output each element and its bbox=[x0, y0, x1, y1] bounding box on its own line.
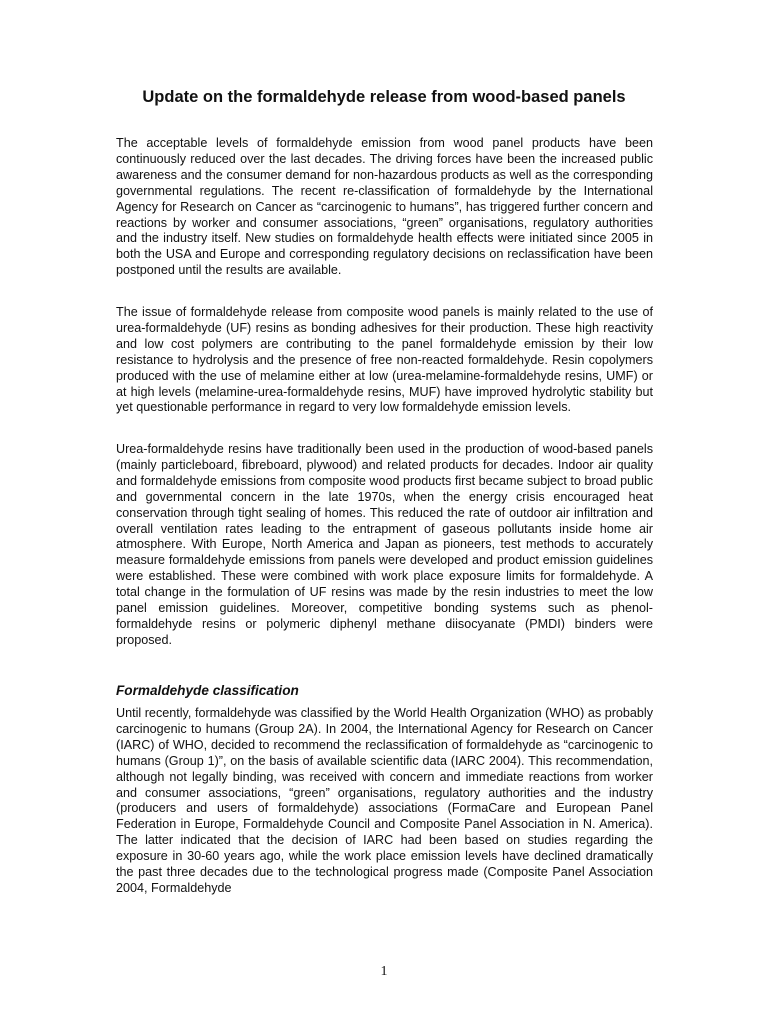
paragraph-2: The issue of formaldehyde release from composite wood panels is mainly related to the use of urea-formaldehyde (UF) resins as bonding adhesives for their production. These high reactivity and low cost polymers are contributing to the panel formaldehyde emission by their low resistance to hydrolysis and the presence of free non-reacted formaldehyde. Resin copolymers produced with the use of melamine either at low (urea-melamine-formaldehyde resins, UMF) or at high levels (melamine-urea-formaldehyde resins, MUF) have improved hydrolytic stability but yet questionable performance in regard to very low formaldehyde emission levels. bbox=[116, 305, 653, 415]
section-paragraph: Until recently, formaldehyde was classified by the World Health Organization (WHO) as probably carcinogenic to humans (Group 2A). In 2004, the International Agency for Research on Cancer (IARC) of WHO, decided to recommend the reclassification of formaldehyde as “carcinogenic to humans (Group 1)”, on the basis of available scientific data (IARC 2004). This recommendation, although not legally binding, was received with concern and immediate reactions from worker and consumer associations, “green” organisations, regulatory authorities and the industry (producers and users of formaldehyde) associations (FormaCare and European Panel Federation in Europe, Formaldehyde Council and Composite Panel Association in N. America). The latter indicated that the decision of IARC had been based on studies regarding the exposure in 30-60 years ago, while the work place emission levels have declined dramatically the past three decades due to the technological progress made (Composite Panel Association 2004, Formaldehyde bbox=[116, 706, 653, 895]
paragraph-3: Urea-formaldehyde resins have traditionally been used in the production of wood-based panels (mainly particleboard, fibreboard, plywood) and related products for decades. Indoor air quality and formaldehyde emissions from composite wood products first became subject to broad public and governmental concern in the late 1970s, when the energy crisis encouraged heat conservation through tight sealing of homes. This reduced the rate of outdoor air infiltration and overall ventilation rates leading to the entrapment of gaseous pollutants inside home air atmosphere. With Europe, North America and Japan as pioneers, test methods to accurately measure formaldehyde emissions from panels were developed and product emission guidelines were established. These were combined with work place exposure limits for formaldehyde. A total change in the formulation of UF resins was made by the resin industries to meet the low panel emission guidelines. Moreover, competitive bonding systems such as phenol-formaldehyde resins or polymeric diphenyl methane diisocyanate (PMDI) binders were proposed. bbox=[116, 442, 653, 647]
paragraph-1: The acceptable levels of formaldehyde emission from wood panel products have been continuously reduced over the last decades. The driving forces have been the increased public awareness and the consumer demand for non-hazardous products as well as the corresponding governmental regulations. The recent re-classification of formaldehyde by the International Agency for Research on Cancer as “carcinogenic to humans”, has triggered further concern and reactions by worker and consumer associations, “green” organisations, regulatory authorities and the industry itself. New studies on formaldehyde health effects were initiated since 2005 in both the USA and Europe and corresponding regulatory decisions on reclassification have been postponed until the results are available. bbox=[116, 136, 653, 278]
section-heading: Formaldehyde classification bbox=[116, 683, 299, 698]
page-number: 1 bbox=[380, 964, 388, 979]
document-title: Update on the formaldehyde release from wood-based panels bbox=[142, 88, 626, 106]
